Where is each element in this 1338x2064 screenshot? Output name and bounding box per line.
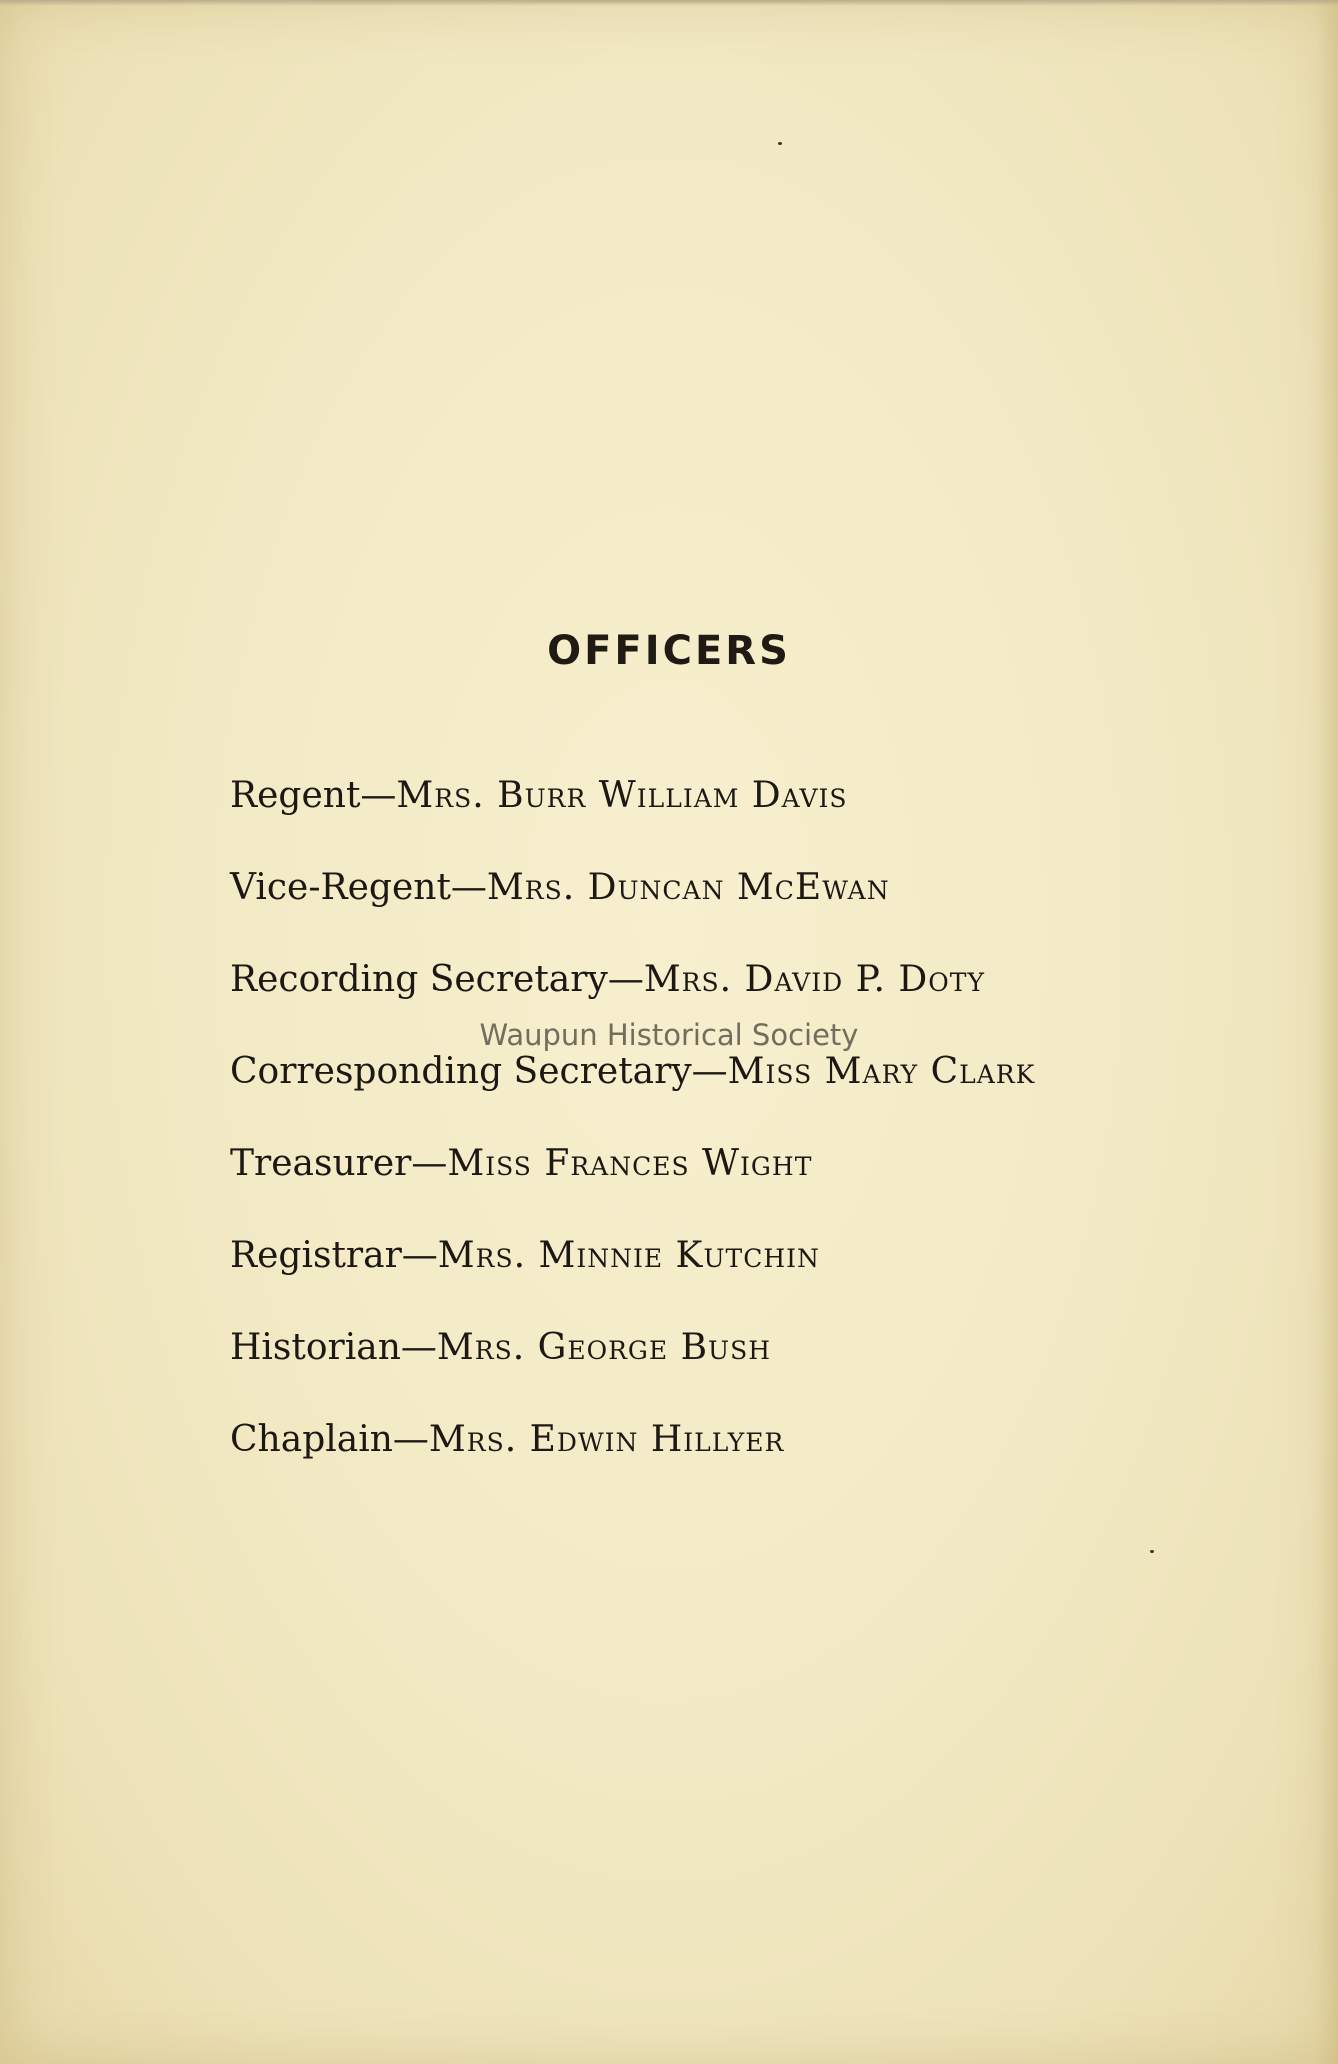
dash-separator: —	[360, 775, 397, 816]
officer-entry-treasurer	[230, 1138, 1290, 1230]
page-top-edge	[0, 0, 1338, 6]
office-label: Treasurer	[230, 1143, 412, 1184]
watermark: Waupun Historical Society	[479, 1018, 859, 1052]
dash-separator: —	[691, 1051, 728, 1092]
paper-speck	[778, 142, 782, 145]
office-label: Historian	[230, 1327, 401, 1368]
dash-separator: —	[401, 1235, 438, 1276]
dash-separator: —	[411, 1143, 448, 1184]
officer-name: Mrs. David P. Doty	[643, 959, 985, 1000]
officer-entry-registrar	[230, 1230, 1290, 1322]
officer-name: Mrs. Edwin Hillyer	[428, 1419, 785, 1460]
office-label: Corresponding Secretary	[230, 1051, 692, 1092]
officer-name: Mrs. Minnie Kutchin	[437, 1235, 820, 1276]
paper-speck	[1150, 1550, 1154, 1553]
officer-name: Mrs. Duncan McEwan	[486, 867, 890, 908]
office-label: Regent	[230, 775, 361, 816]
officer-name: Miss Mary Clark	[727, 1051, 1036, 1092]
officers-list	[230, 770, 1290, 1506]
dash-separator: —	[450, 867, 487, 908]
officer-entry-regent	[230, 770, 1290, 862]
dash-separator: —	[607, 959, 644, 1000]
officer-entry-chaplain	[230, 1414, 1290, 1506]
office-label: Recording Secretary	[230, 959, 608, 1000]
page-title: OFFICERS	[547, 628, 791, 674]
officer-entry-historian	[230, 1322, 1290, 1414]
officer-name: Mrs. George Bush	[436, 1327, 772, 1368]
officer-name: Mrs. Burr William Davis	[396, 775, 848, 816]
dash-separator: —	[400, 1327, 437, 1368]
office-label: Chaplain	[230, 1419, 393, 1460]
office-label: Registrar	[230, 1235, 402, 1276]
dash-separator: —	[392, 1419, 429, 1460]
officer-entry-corresponding-secretary	[230, 1046, 1290, 1138]
office-label: Vice-Regent	[230, 867, 451, 908]
officer-entry-vice-regent	[230, 862, 1290, 954]
officer-name: Miss Frances Wight	[447, 1143, 813, 1184]
